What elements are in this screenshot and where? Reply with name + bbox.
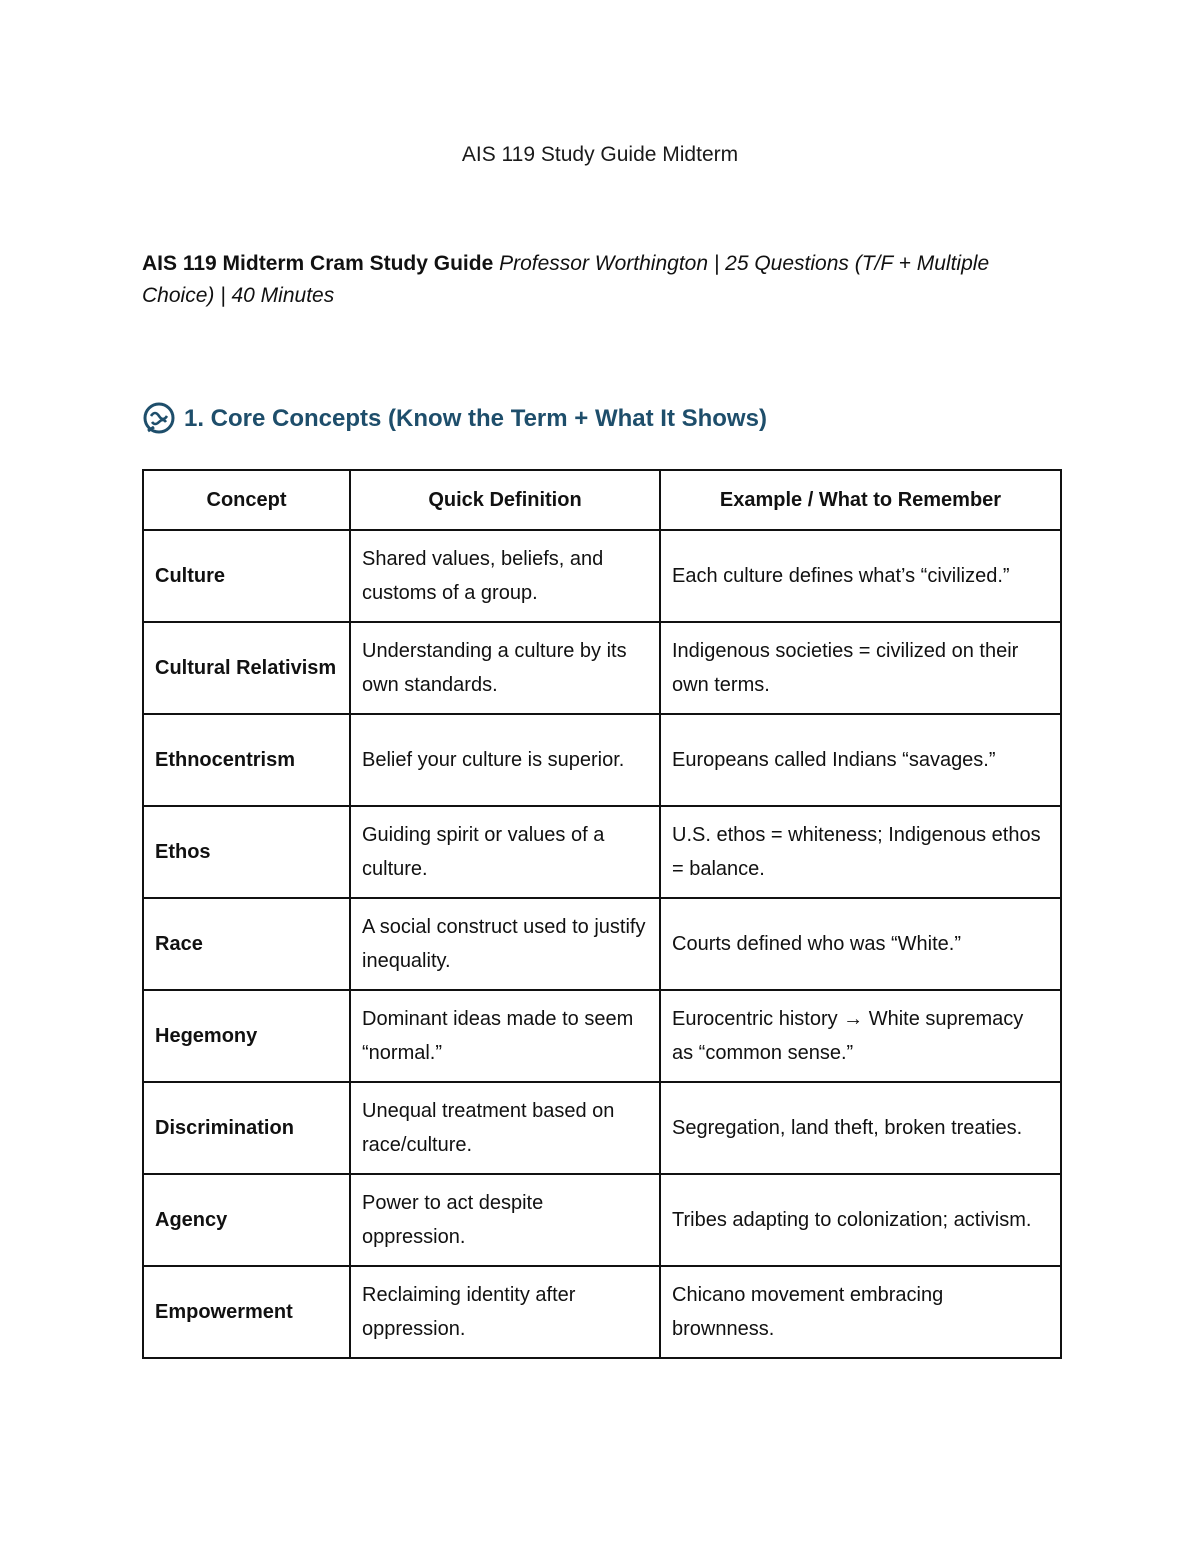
concept-cell: Race bbox=[143, 898, 350, 990]
concept-cell: Hegemony bbox=[143, 990, 350, 1082]
definition-cell: Belief your culture is superior. bbox=[350, 714, 660, 806]
intro-paragraph bbox=[142, 248, 1062, 312]
guide-title: AIS 119 Midterm Cram Study Guide bbox=[142, 252, 494, 275]
definition-cell: A social construct used to justify inequality. bbox=[350, 898, 660, 990]
concept-cell: Empowerment bbox=[143, 1266, 350, 1358]
definition-cell: Reclaiming identity after oppression. bbox=[350, 1266, 660, 1358]
definition-cell: Guiding spirit or values of a culture. bbox=[350, 806, 660, 898]
example-cell: Chicano movement embracing brownness. bbox=[660, 1266, 1061, 1358]
table-row bbox=[143, 898, 1061, 990]
guide-meta: Professor Worthington | 25 Questions (T/F + Multiple Choice) | 40 Minutes bbox=[142, 252, 990, 307]
section-heading bbox=[142, 402, 1062, 436]
concept-cell: Ethnocentrism bbox=[143, 714, 350, 806]
example-cell: Each culture defines what’s “civilized.” bbox=[660, 530, 1061, 622]
header-concept: Concept bbox=[143, 470, 350, 530]
table-row bbox=[143, 806, 1061, 898]
table-row bbox=[143, 1174, 1061, 1266]
example-cell: Eurocentric history → White supremacy as “common sense.” bbox=[660, 990, 1061, 1082]
section-title: 1. Core Concepts (Know the Term + What It Shows) bbox=[184, 405, 767, 432]
concept-cell: Agency bbox=[143, 1174, 350, 1266]
table-row bbox=[143, 990, 1061, 1082]
table-header-row bbox=[143, 470, 1061, 530]
table-row bbox=[143, 1082, 1061, 1174]
brain-icon bbox=[142, 402, 176, 436]
concept-cell: Discrimination bbox=[143, 1082, 350, 1174]
concepts-table bbox=[142, 469, 1062, 1359]
table-row bbox=[143, 1266, 1061, 1358]
example-cell: Indigenous societies = civilized on their own terms. bbox=[660, 622, 1061, 714]
definition-cell: Unequal treatment based on race/culture. bbox=[350, 1082, 660, 1174]
definition-cell: Understanding a culture by its own standards. bbox=[350, 622, 660, 714]
definition-cell: Dominant ideas made to seem “normal.” bbox=[350, 990, 660, 1082]
header-example: Example / What to Remember bbox=[660, 470, 1061, 530]
example-cell: Europeans called Indians “savages.” bbox=[660, 714, 1061, 806]
concept-cell: Cultural Relativism bbox=[143, 622, 350, 714]
header-definition: Quick Definition bbox=[350, 470, 660, 530]
table-row bbox=[143, 530, 1061, 622]
example-cell: Segregation, land theft, broken treaties. bbox=[660, 1082, 1061, 1174]
concept-cell: Culture bbox=[143, 530, 350, 622]
example-cell: U.S. ethos = whiteness; Indigenous ethos = balance. bbox=[660, 806, 1061, 898]
concept-cell: Ethos bbox=[143, 806, 350, 898]
definition-cell: Shared values, beliefs, and customs of a group. bbox=[350, 530, 660, 622]
example-cell: Tribes adapting to colonization; activism. bbox=[660, 1174, 1061, 1266]
table-row bbox=[143, 714, 1061, 806]
table-row bbox=[143, 622, 1061, 714]
definition-cell: Power to act despite oppression. bbox=[350, 1174, 660, 1266]
example-cell: Courts defined who was “White.” bbox=[660, 898, 1061, 990]
page-header: AIS 119 Study Guide Midterm bbox=[461, 143, 739, 166]
